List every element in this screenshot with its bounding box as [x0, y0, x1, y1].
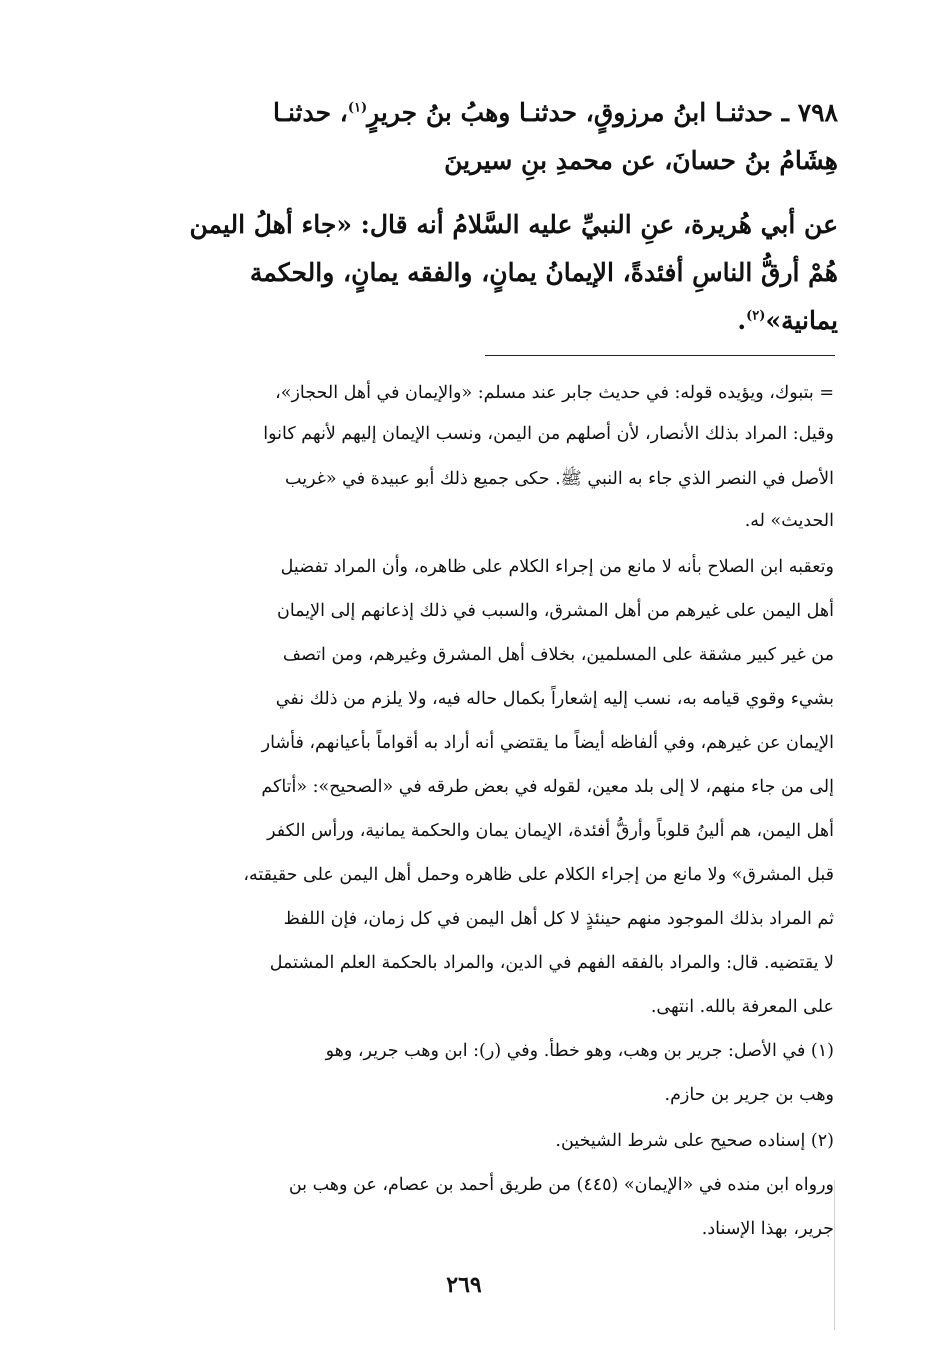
commentary-line: إلى من جاء منهم، لا إلى بلد معين، لقوله في بعض طرقه في «الصحيح»: «أتاكم [261, 777, 834, 797]
hadith-matn-line-1 [132, 210, 838, 239]
isnad-line-1-end: ، حدثنـا [273, 98, 348, 127]
hadith-number: ٧٩٨ [797, 98, 838, 127]
isnad-line-2-text: هِشَامُ بنُ حسانَ، عن محمدِ بنِ سيرينَ [444, 146, 838, 175]
footnote-ref-1: (١) [347, 100, 368, 116]
commentary-line: قبل المشرق» ولا مانع من إجراء الكلام على ظاهره وحمل أهل اليمن على حقيقته، [243, 865, 834, 885]
footnote-2-line-1: (٢) إسناده صحيح على شرط الشيخين. [555, 1131, 834, 1151]
commentary-line: ثم المراد بذلك الموجود منهم حينئذٍ لا كل أهل اليمن في كل زمان، فإن اللفظ [283, 909, 834, 929]
footnote-1-line-1: (١) في الأصل: جرير بن وهب، وهو خطأ. وفي (ر): ابن وهب جرير، وهو [325, 1041, 834, 1061]
matn-line-2-text: هُمْ أرقُّ الناسِ أفئدةً، الإيمانُ يمانٍ، والفقه يمانٍ، والحكمة [249, 258, 838, 287]
scan-edge-mark [834, 1180, 835, 1330]
commentary-line: وتعقبه ابن الصلاح بأنه لا مانع من إجراء الكلام على ظاهره، وأن المراد تفضيل [280, 557, 834, 577]
hadith-matn-line-2 [132, 258, 838, 287]
commentary-line: أهل اليمن على غيرهم من أهل المشرق، والسبب في ذلك إذعانهم إلى الإيمان [277, 601, 834, 621]
hadith-matn-line-3 [132, 306, 838, 335]
hadith-number-dash: ـ [781, 98, 789, 127]
commentary-line: = بتبوك، ويؤيده قوله: في حديث جابر عند مسلم: «والإيمان في أهل الحجاز»، [275, 383, 834, 403]
matn-line-3-text: يمانية» [765, 306, 838, 335]
commentary-line: أهل اليمن، هم ألينُ قلوباً وأرقُّ أفئدة، الإيمان يمان والحكمة يمانية، ورأس الكفر [267, 821, 834, 841]
commentary-line: من غير كبير مشقة على المسلمين، بخلاف أهل المشرق وغيرهم، ومن اتصف [282, 645, 834, 665]
footnote-2-line-3: جرير، بهذا الإسناد. [701, 1219, 834, 1239]
commentary-line: الإيمان عن غيرهم، وفي ألفاظه أيضاً ما يقتضي أنه أراد به أقواماً بأعيانهم، فأشار [261, 733, 834, 753]
footnote-2-line-2: ورواه ابن منده في «الإيمان» (٤٤٥) من طريق أحمد بن عصام، عن وهب بن [288, 1175, 834, 1195]
footnote-separator [485, 355, 835, 356]
hadith-isnad-line-1 [132, 98, 838, 127]
commentary-line: الأصل في النصر الذي جاء به النبي ﷺ. حكى جميع ذلك أبو عبيدة في «غريب [285, 469, 834, 489]
page-number: ٢٦٩ [446, 1272, 482, 1298]
isnad-line-1-text: حدثنـا ابنُ مرزوقٍ، حدثنـا وهبُ بنُ جريرٍ [367, 98, 773, 127]
commentary-line: على المعرفة بالله. انتهى. [650, 997, 834, 1017]
footnote-1-line-2: وهب بن جرير بن حازم. [664, 1085, 834, 1105]
commentary-line: بشيء وقوي قيامه به، نسب إليه إشعاراً بكمال حاله فيه، ولا يلزم من ذلك نفي [275, 689, 834, 709]
footnote-ref-2: (٢) [746, 308, 766, 324]
commentary-line: وقيل: المراد بذلك الأنصار، لأن أصلهم من اليمن، ونسب الإيمان إليهم لأنهم كانوا [263, 424, 834, 444]
commentary-line: الحديث» له. [744, 511, 834, 531]
matn-end-period: . [737, 306, 747, 335]
matn-line-1-text: عن أبي هُريرة، عنِ النبيِّ عليه السَّلامُ أنه قال: «جاء أهلُ اليمن [189, 210, 838, 239]
commentary-line: لا يقتضيه. قال: والمراد بالفقه الفهم في الدين، والمراد بالحكمة العلم المشتمل [269, 953, 834, 973]
hadith-isnad-line-2 [132, 146, 838, 175]
